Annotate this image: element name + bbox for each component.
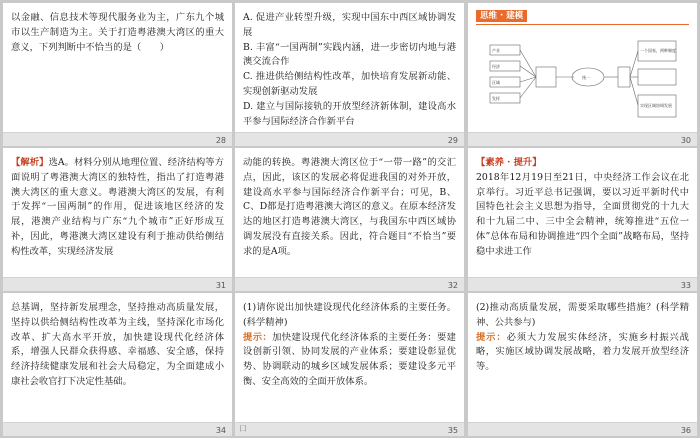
slide-footer (3, 422, 232, 436)
diagram-label-left-4: 发挥 (492, 96, 500, 101)
section-header (468, 9, 697, 25)
slide-text: 以金融、信息技术等现代服务业为主，广东九个城市以生产制造为主。关于打造粤港澳大湾区的重大意义，下列判断中不恰当的是（ ） (11, 12, 224, 53)
slide-text (476, 156, 689, 260)
hint-label: 提示： (243, 331, 273, 343)
header-divider (476, 24, 689, 25)
question-text: (1)请你说出加快建设现代化经济体系的主要任务。(科学精神) (243, 302, 456, 328)
slide-33[interactable] (468, 148, 697, 291)
slide-35[interactable] (235, 293, 464, 436)
slide-footer (3, 132, 232, 146)
slide-29[interactable] (235, 3, 464, 146)
slide-footer (468, 277, 697, 291)
hint-text: 加快建设现代化经济体系的主要任务：要建设创新引领、协同发展的产业体系；要建设彰显优势、协调联动的城乡区域发展体系；要建设多元平衡、安全高效的全面开放体系。 (243, 331, 456, 387)
slide-28[interactable] (3, 3, 232, 146)
slide-number: 30 (680, 136, 691, 145)
slide-30[interactable] (468, 3, 697, 146)
slide-text (476, 301, 689, 375)
slide-text: 总基调，坚持新发展理念，坚持推动高质量发展，坚持以供给侧结构性改革为主线，坚持深化市场化改革、扩大高水平开放，加快建设现代化经济体系，增强人民群众获得感、幸福感、安全感，保持经济持续健康发展和社会大局稳定，为全面建成小康社会收官打下决定性基础。 (11, 302, 224, 387)
diagram-center-left (536, 67, 556, 87)
slide-34[interactable] (3, 293, 232, 436)
slide-31[interactable] (3, 148, 232, 291)
slide-number: 35 (447, 426, 458, 435)
slide-36[interactable] (468, 293, 697, 436)
slide-number: 36 (680, 426, 691, 435)
option-d: D. 建立与国际接轨的开放型经济新体制，建设高水平参与国际经济合作新平台 (243, 100, 456, 127)
hint-label: 提示： (476, 331, 507, 343)
slide-text (243, 301, 456, 390)
analysis-tag: 【解析】 (11, 157, 49, 168)
option-c: C. 推进供给侧结构性改革，加快培育发展新动能、实现创新驱动发展 (243, 71, 456, 97)
diagram-label-left-1: 产业 (492, 48, 500, 53)
hint-text: 必须大力发展实体经济，实施乡村振兴战略，实施区域协调发展战略，着力发展开放型经济等。 (476, 331, 689, 373)
literacy-text: 2018年12月19日至21日，中央经济工作会议在北京举行。习近平总书记强调，要以习近平新时代中国特色社会主义思想为指导，全面贯彻党的十九大和十九届二中、三中全会精神，统筹推进“五位一体”总体布局和协调推进“四个全面”战略布局，坚持稳中求进工作 (476, 171, 689, 257)
slide-number: 33 (680, 281, 691, 290)
diagram-label-right-1: 一个国家，两种制度 (640, 48, 676, 53)
slide-number: 34 (215, 426, 226, 435)
diagram-label-left-2: 经济 (492, 64, 500, 69)
comment-icon[interactable]: 口 (239, 424, 247, 433)
slide-32[interactable] (235, 148, 464, 291)
section-tag: 思维 · 建模 (476, 10, 527, 22)
slide-text: 动能的转换。粤港澳大湾区位于“一带一路”的交汇点，因此，该区的发展必将促进我国的对外开放，建设高水平参与国际经济合作新平台；可见，B、C、D都是打造粤港澳大湾区的意义。在原本经济发达的地区打造粤港澳大湾区，与我国东中西区域协调发展没有直接关系。因此，符合题目“不恰当”要求的是A项。 (243, 157, 456, 257)
slide-footer (235, 132, 464, 146)
diagram-label-left-3: 区域 (492, 80, 500, 85)
concept-diagram (488, 37, 678, 127)
diagram-box-right-2 (638, 69, 676, 85)
question-text: (2)推动高质量发展，需要采取哪些措施？(科学精神、公共参与) (476, 302, 689, 328)
option-b: B. 丰富“一国两制”实践内涵，进一步密切内地与港澳交流合作 (243, 41, 456, 68)
slide-number: 32 (447, 281, 458, 290)
slide-footer (468, 132, 697, 146)
option-a: A. 促进产业转型升级，实现中国东中西区域协调发展 (243, 12, 456, 38)
diagram-label-right-3: 实现区域协调发展 (640, 103, 672, 108)
section-tag: 【素养 · 提升】 (476, 157, 542, 168)
slide-number: 29 (447, 136, 458, 145)
options-list (243, 11, 456, 129)
analysis-text: 选A。材料分别从地理位置、经济结构等方面说明了粤港澳大湾区的独特性，指出了打造粤港澳大湾区的重大意义。粤港澳大湾区的发展，有利于发挥“一国两制”的作用，促进该地区经济的发展，港澳产业结构与广东“九个城市”正好形成互补，因此，粤港澳大湾区建设有利于推动供给侧结构性改革，实现经济发展 (11, 157, 224, 257)
slide-number: 28 (215, 136, 226, 145)
slide-text (11, 156, 224, 260)
slide-number: 31 (215, 281, 226, 290)
slide-footer (3, 277, 232, 291)
slide-footer (235, 422, 464, 436)
diagram-label-center: 统一 (582, 75, 590, 80)
slide-footer (468, 422, 697, 436)
diagram-center-right (618, 67, 630, 87)
slide-footer (235, 277, 464, 291)
